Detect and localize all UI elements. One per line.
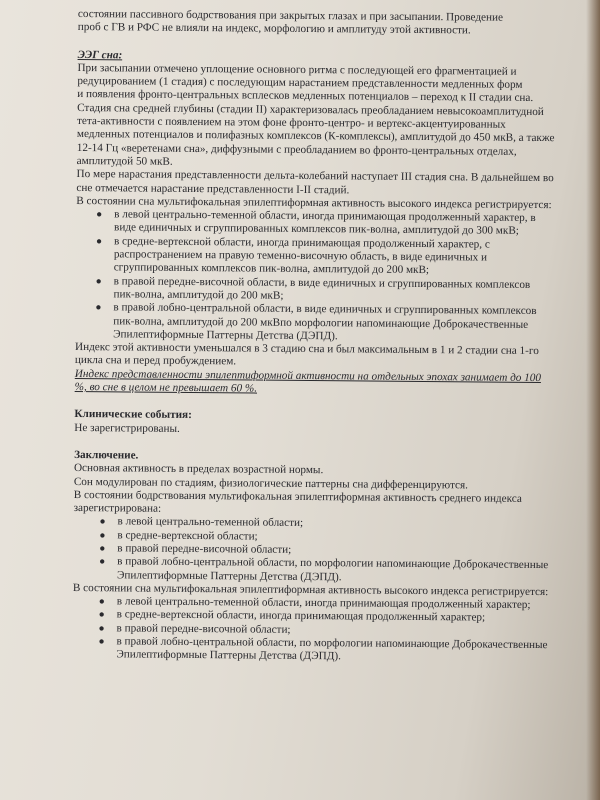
sleep-eeg-paragraph-3: По мере нарастания представленности дельта-колебаний наступает III стадия сна. В дальнейшем во сне отмечается нарастание представленности I-II стадий. — [76, 168, 554, 196]
conclusion-heading: Заключение. — [74, 448, 139, 462]
sleep-eeg-paragraph-5: Индекс этой активности уменьшался в 3 стадию сна и был максимальным в 1 и 2 стадии сна 1-го цикла сна и перед пробуждением. — [74, 341, 539, 368]
intro-line-2: проб с ГВ и РФС не влияли на индекс, морфологию и амплитуду этой активности. — [77, 21, 471, 37]
bullet-icon: ● — [96, 209, 103, 221]
bullet-icon: ● — [98, 596, 105, 608]
list-item: ● в правой передне-височной области; — [99, 542, 292, 556]
bullet-icon: ● — [99, 556, 106, 568]
bullet-icon: ● — [98, 609, 105, 621]
sleep-eeg-heading: ЭЭГ сна: — [77, 48, 123, 61]
intro-line-1: состоянии пассивного бодрствования при закрытых глазах и при засыпании. Проведение — [77, 8, 504, 24]
sleep-eeg-paragraph-1: При засыпании отмечено уплощение основного ритма с последующей его фрагментацией и редуцированием (1 стадия) с последующим нарастанием представленности медленных форм — [77, 61, 523, 92]
bullet-icon: ● — [95, 302, 102, 314]
sleep-eeg-paragraph-2: Стадия сна средней глубины (стадии II) характеризовалась преобладанием невысокоамплитудной тета-активности с появлением на этом фоне фронто-центро- и вертекс-акцентуированных медленных потенциалов и полифазных комплексов (К-комплексы), амплитудой до 450 мкВ, а также 12-14 Гц «веретенами сна», диффузными с преобладанием во фронто-центральных отделах, амплитудой 50 мкВ. — [76, 101, 555, 168]
sleep-eeg-bullet-list — [75, 208, 554, 345]
eeg-report — [72, 8, 556, 666]
page-edge-shadow — [586, 0, 600, 800]
bullet-icon: ● — [99, 529, 106, 541]
list-item: ● в правой передне-височной области, в виде единичных и сгруппированных комплексов пик-волна, амплитудой до 200 мкВ; — [95, 274, 531, 302]
bullet-icon: ● — [95, 235, 103, 247]
list-item: ● в правой лобно-центральной области, в виде единичных и сгруппированных комплексов пик-волна, амплитудой до 200 мкВпо морфологии напоминающие Доброкачественные Эпилептиформные Паттерны Детства (ДЭПД). — [95, 301, 537, 343]
bullet-icon: ● — [98, 622, 105, 635]
list-item: ● в средне-вертексной области; — [99, 529, 258, 543]
clinical-events-text: Не зарегистрированы. — [74, 421, 180, 435]
list-item: ● в левой центрально-теменной области; — [99, 515, 304, 530]
list-item: ● в правой лобно-центральной области, по морфологии напоминающие Доброкачественные Эпилептиформные Паттерны Детства (ДЭПД). — [98, 635, 548, 663]
conclusion-awake-bullet-list — [73, 515, 552, 586]
clinical-events-heading: Клинические события: — [74, 408, 192, 422]
sleep-eeg-note: Индекс представленности эпилептиформной активности на отдельных эпохах занимает до 100 %, во сне в целом не превышает 60 %. — [74, 367, 542, 395]
list-item: ● в правой лобно-центральной области, по морфологии напоминающие Доброкачественные Эпилептиформные Паттерны Детства (ДЭПД). — [99, 555, 549, 583]
bullet-icon: ● — [99, 543, 106, 555]
sleep-eeg-paragraph-4: В состоянии сна мультифокальная эпилептиформная активность высокого индекса регистрируется: — [76, 194, 552, 211]
bullet-icon: ● — [98, 636, 105, 648]
bullet-icon: ● — [99, 516, 106, 528]
conclusion-line-4: В состоянии сна мультифокальная эпилептиформная активность высокого индекса регистрируется: — [72, 581, 549, 599]
sleep-eeg-paragraph-1b: и появления фронто-центральных всплесков медленных потенциалов – переход к II стадии сна. — [77, 88, 534, 105]
conclusion-line-3: В состоянии бодрствования мультифокальная эпилептиформная активность среднего индекса зарегистрирована: — [73, 488, 522, 515]
list-item: ● в левой центрально-теменной области, иногда принимающая продолженный характер, в виде единичных и сгруппированных комплексов пик-волна, амплитудой до 300 мкВ; — [96, 208, 536, 238]
conclusion-line-2: Сон модулирован по стадиям, физиологические паттерны сна дифференцируются. — [73, 475, 469, 491]
conclusion-line-1: Основная активность в пределах возрастной нормы. — [73, 462, 324, 477]
bullet-icon: ● — [95, 275, 102, 287]
conclusion-sleep-bullet-list — [72, 595, 551, 666]
list-item: ● в правой передне-височной области; — [98, 622, 291, 636]
list-item: ● в средне-вертексной области, иногда принимающая продолженный характер, с распространением на правую теменно-височную область, в виде единичных и сгруппированных комплексов пик-волна, амплитудой до 200 мкВ; — [95, 235, 490, 277]
list-item: ● в средне-вертексной области, иногда принимающая продолженный характер; — [98, 608, 486, 625]
list-item: ● в левой центрально-теменной области, иногда принимающая продолженный характер; — [98, 595, 531, 612]
